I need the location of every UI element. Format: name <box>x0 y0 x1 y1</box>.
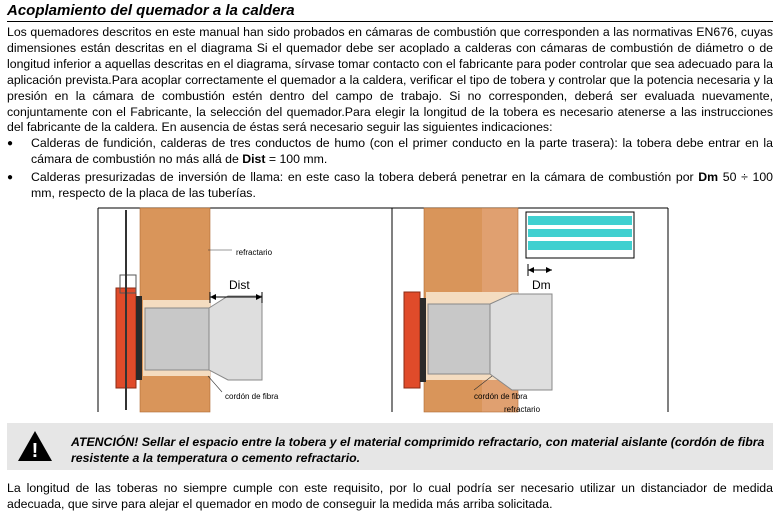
right-diagram <box>390 208 668 414</box>
refractory-label: refractario <box>236 248 273 257</box>
fiber-label: cordón de fibra <box>474 392 528 401</box>
fiber-label: cordón de fibra <box>225 392 279 401</box>
title-underline <box>7 21 773 22</box>
refractory-label: refractario <box>504 405 541 414</box>
dist-label: Dist <box>229 278 250 292</box>
bullet-text: Calderas de fundición, calderas de tres conductos de humo (con el primer conducto en la parte trasera): la tobera debe entrar en la cámara de combustión no más allá de Dist = 100 mm. <box>31 136 773 166</box>
section-title: Acoplamiento del quemador a la caldera <box>7 2 295 19</box>
installation-figure <box>0 200 777 422</box>
dm-label: Dm <box>532 278 551 292</box>
left-diagram <box>98 208 392 412</box>
bullet-text: Calderas presurizadas de inversión de llama: en este caso la tobera deberá penetrar en la cámara de combustión por Dm 50 ÷ 100 mm, respecto de la placa de las tuberías. <box>31 170 773 200</box>
nozzle <box>428 304 490 374</box>
bullet-item-pressurized <box>7 170 773 202</box>
nozzle <box>145 308 209 370</box>
footer-paragraph: La longitud de las toberas no siempre cumple con este requisito, por lo cual podría ser necesario utilizar un distanciador de medida adecuada, que sirve para alejar el quemador en modo de conseguir la medida más arriba solicitada. <box>7 481 773 511</box>
warning-text: ATENCIÓN! Sellar el espacio entre la tobera y el material comprimido refractario, con material aislante (cordón de fibra resistente a la temperatura o cemento refractario. <box>71 435 765 465</box>
burner-flange <box>404 292 420 388</box>
intro-paragraph: Los quemadores descritos en este manual han sido probados en cámaras de combustión que corresponden a las normativas EN676, cuyas dimensiones están descritas en el diagrama Si el quemador debe ser acoplado a calderas con cámaras de combustión de diámetro o de longitud inferior a aquellas descritas en el diagrama, sírvase tomar contacto con el fabricante para poder controlar que sea adecuado para la aplicación prevista.Para acoplar correctamente el quemador a la caldera, verificar el tipo de tobera y controlar que la potencia necesaria y la presión en la cámara de combustión estén dentro del campo de trabajo. Si no corresponden, deberá ser evaluada nuevamente, conjuntamente con el Fabricante, la selección del quemador.Para elegir la longitud de la tobera es necesario atenerse a las instrucciones del fabricante de la caldera. En ausencia de éstas será necesario seguir las siguientes indicaciones: <box>7 25 773 135</box>
bullet-dot: ● <box>7 172 14 183</box>
svg-text:!: ! <box>31 440 39 462</box>
bullet-dot: ● <box>7 138 14 149</box>
bullet-item-cast-iron <box>7 136 773 168</box>
warning-triangle-icon <box>17 430 53 462</box>
warning-box <box>7 423 773 470</box>
